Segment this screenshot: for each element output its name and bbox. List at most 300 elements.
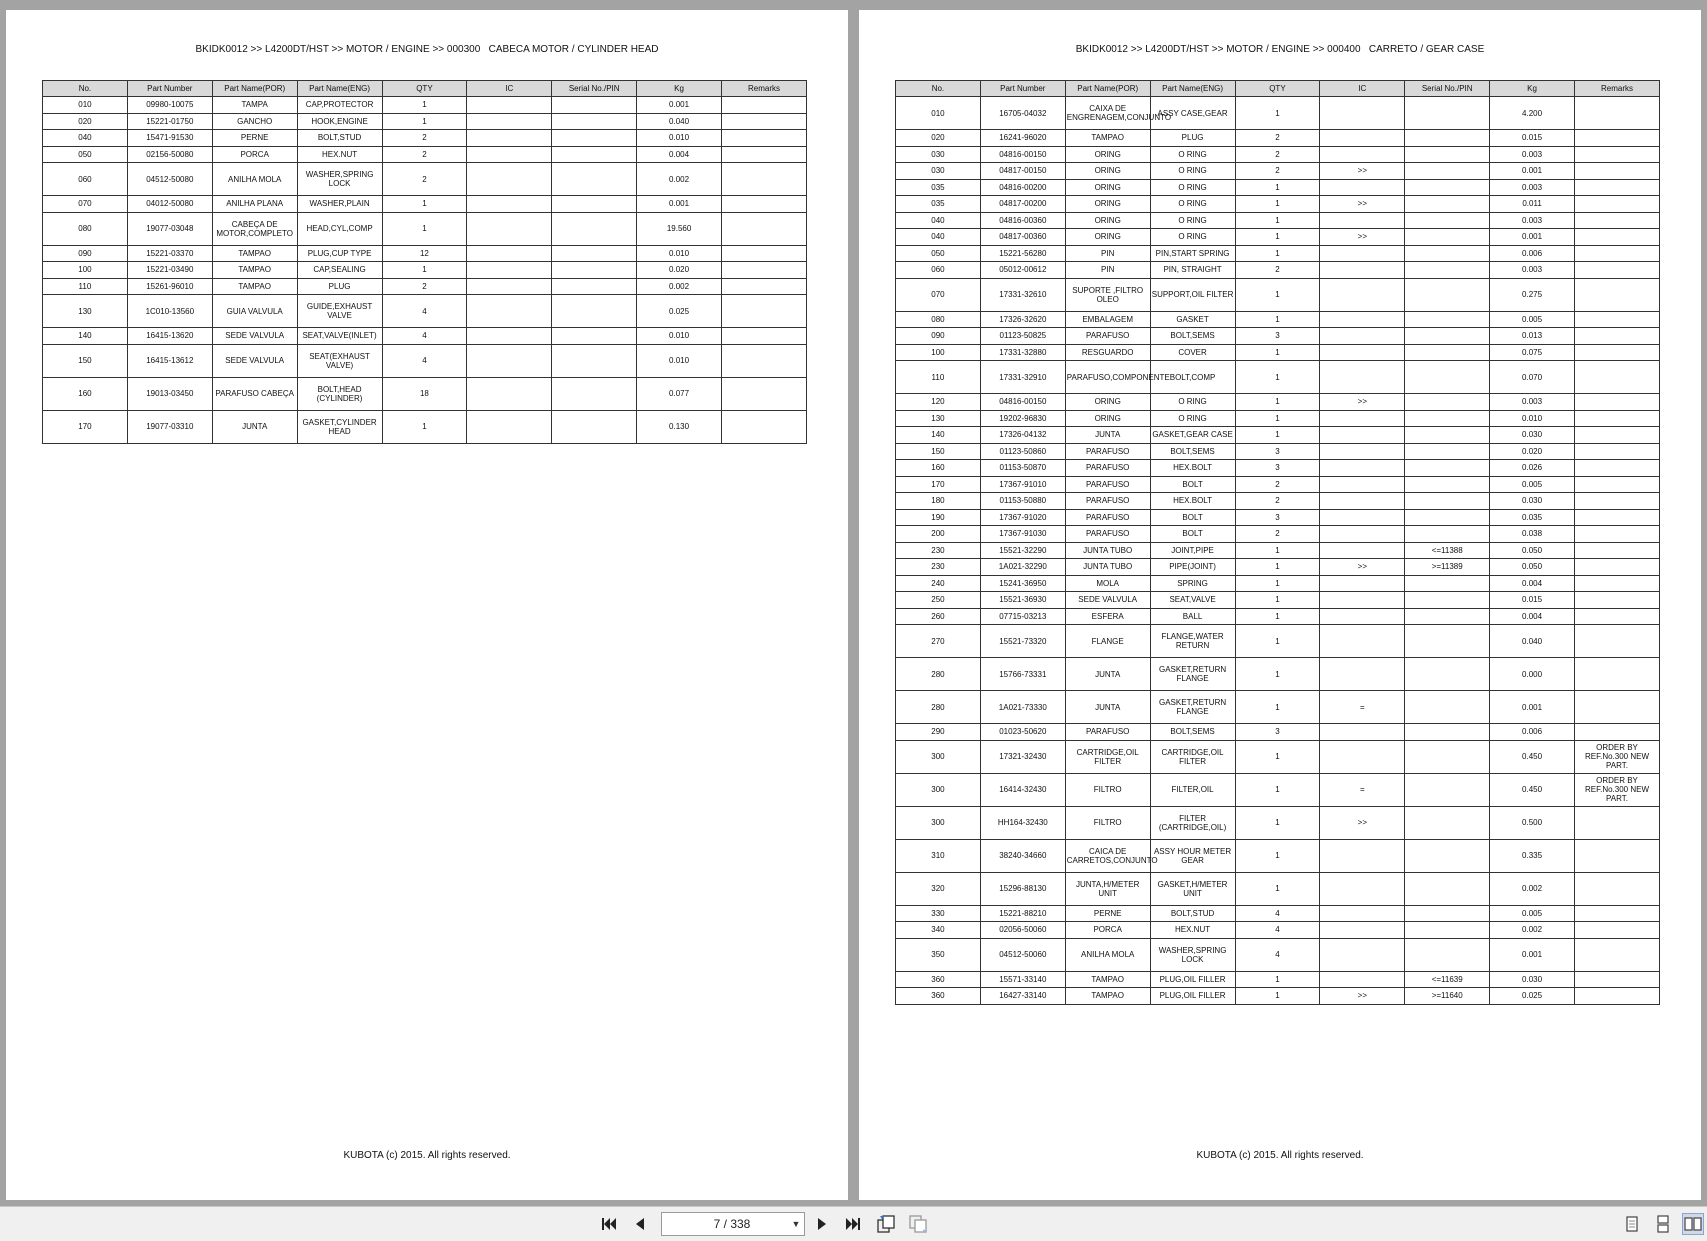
row-part-name-por: ORING — [1065, 196, 1150, 213]
row-qty: 1 — [1235, 608, 1320, 625]
row-part-name-eng: GASKET,RETURN FLANGE — [1150, 658, 1235, 691]
table-row — [896, 905, 1660, 922]
row-remarks — [1575, 130, 1660, 147]
row-part-number: 17367-91020 — [980, 509, 1065, 526]
row-no: 190 — [896, 509, 981, 526]
row-part-name-eng: BOLT,STUD — [1150, 905, 1235, 922]
table-row — [896, 146, 1660, 163]
row-qty: 1 — [1235, 212, 1320, 229]
row-remarks — [722, 245, 807, 262]
row-part-number: 16414-32430 — [980, 773, 1065, 806]
row-remarks — [1575, 427, 1660, 444]
row-kg: 0.020 — [637, 262, 722, 279]
col-kg: Kg — [637, 81, 722, 97]
row-part-name-eng: WASHER,SPRING LOCK — [297, 163, 382, 196]
row-remarks — [1575, 559, 1660, 576]
row-qty: 2 — [1235, 262, 1320, 279]
row-part-name-eng: PIN,START SPRING — [1150, 245, 1235, 262]
two-page-view-icon[interactable] — [1682, 1213, 1704, 1235]
row-qty: 2 — [382, 278, 467, 295]
row-ic — [1320, 592, 1405, 609]
row-serial — [1405, 691, 1490, 724]
row-qty: 1 — [1235, 971, 1320, 988]
row-part-name-por: ORING — [1065, 410, 1150, 427]
row-ic: >> — [1320, 988, 1405, 1005]
row-part-name-eng: GASKET,RETURN FLANGE — [1150, 691, 1235, 724]
row-no: 240 — [896, 575, 981, 592]
pdf-page-right — [859, 10, 1701, 1200]
row-qty: 3 — [1235, 509, 1320, 526]
row-part-name-eng: HEX.NUT — [1150, 922, 1235, 939]
row-serial — [552, 245, 637, 262]
row-no: 100 — [896, 344, 981, 361]
row-qty: 1 — [1235, 806, 1320, 839]
row-ic — [1320, 410, 1405, 427]
row-part-name-por: FILTRO — [1065, 806, 1150, 839]
table-row — [896, 427, 1660, 444]
row-part-name-por: PARAFUSO — [1065, 509, 1150, 526]
row-ic — [467, 245, 552, 262]
row-remarks — [1575, 443, 1660, 460]
prev-page-icon[interactable] — [629, 1213, 651, 1235]
page-number-input[interactable] — [661, 1212, 805, 1236]
row-part-name-por: ORING — [1065, 394, 1150, 411]
row-part-number: 04512-50080 — [127, 163, 212, 196]
table-row — [896, 559, 1660, 576]
row-qty: 1 — [1235, 427, 1320, 444]
row-ic — [1320, 625, 1405, 658]
row-no: 010 — [896, 97, 981, 130]
row-serial — [1405, 212, 1490, 229]
row-kg: 0.450 — [1490, 740, 1575, 773]
row-kg: 0.030 — [1490, 493, 1575, 510]
row-qty: 1 — [382, 262, 467, 279]
row-serial — [552, 278, 637, 295]
row-ic — [1320, 328, 1405, 345]
row-part-name-por: JUNTA — [212, 410, 297, 443]
row-serial — [1405, 773, 1490, 806]
row-serial — [1405, 592, 1490, 609]
row-remarks — [1575, 575, 1660, 592]
row-remarks — [722, 295, 807, 328]
row-kg: 0.002 — [1490, 872, 1575, 905]
row-part-number: 15261-96010 — [127, 278, 212, 295]
row-ic — [1320, 179, 1405, 196]
row-kg: 0.003 — [1490, 146, 1575, 163]
row-ic — [1320, 344, 1405, 361]
row-serial — [1405, 575, 1490, 592]
row-part-name-por: PIN — [1065, 262, 1150, 279]
row-kg: 0.040 — [1490, 625, 1575, 658]
row-part-name-por: EMBALAGEM — [1065, 311, 1150, 328]
row-ic — [1320, 971, 1405, 988]
row-part-number: 01023-50620 — [980, 724, 1065, 741]
table-row — [896, 443, 1660, 460]
row-no: 035 — [896, 196, 981, 213]
row-part-name-por: FILTRO — [1065, 773, 1150, 806]
row-part-name-eng: O RING — [1150, 229, 1235, 246]
row-qty: 2 — [382, 146, 467, 163]
row-no: 300 — [896, 773, 981, 806]
row-remarks — [1575, 245, 1660, 262]
row-part-name-por: CAICA DE CARRETOS,CONJUNTO — [1065, 839, 1150, 872]
table-row — [43, 212, 807, 245]
row-no: 090 — [896, 328, 981, 345]
table-row — [896, 658, 1660, 691]
table-row — [896, 229, 1660, 246]
row-part-name-eng: O RING — [1150, 394, 1235, 411]
row-part-name-por: PARAFUSO — [1065, 526, 1150, 543]
row-kg: 0.013 — [1490, 328, 1575, 345]
row-part-name-por: PARAFUSO — [1065, 328, 1150, 345]
row-serial: <=11388 — [1405, 542, 1490, 559]
row-part-number: 17326-04132 — [980, 427, 1065, 444]
row-remarks — [722, 377, 807, 410]
row-ic — [1320, 262, 1405, 279]
row-part-name-por: ORING — [1065, 229, 1150, 246]
table-row — [43, 163, 807, 196]
row-remarks — [1575, 971, 1660, 988]
row-remarks: ORDER BY REF.No.300 NEW PART. — [1575, 773, 1660, 806]
col-kg: Kg — [1490, 81, 1575, 97]
row-part-name-eng: PLUG,OIL FILLER — [1150, 988, 1235, 1005]
table-row — [896, 806, 1660, 839]
table-row — [896, 493, 1660, 510]
row-remarks — [1575, 361, 1660, 394]
row-kg: 19.560 — [637, 212, 722, 245]
row-part-number: 15521-36930 — [980, 592, 1065, 609]
row-remarks — [1575, 608, 1660, 625]
row-part-number: 04816-00360 — [980, 212, 1065, 229]
table-row — [43, 377, 807, 410]
row-qty: 2 — [1235, 476, 1320, 493]
row-part-name-por: PARAFUSO CABEÇA — [212, 377, 297, 410]
row-serial — [1405, 905, 1490, 922]
row-qty: 1 — [1235, 872, 1320, 905]
row-part-name-eng: GASKET,GEAR CASE — [1150, 427, 1235, 444]
row-remarks — [722, 113, 807, 130]
row-part-name-por: ANILHA MOLA — [1065, 938, 1150, 971]
table-row — [896, 245, 1660, 262]
row-ic — [1320, 526, 1405, 543]
row-ic: >> — [1320, 806, 1405, 839]
first-page-icon[interactable] — [598, 1213, 620, 1235]
row-ic — [1320, 509, 1405, 526]
row-qty: 2 — [1235, 130, 1320, 147]
row-part-number: 04817-00360 — [980, 229, 1065, 246]
row-part-name-eng: HEX.BOLT — [1150, 493, 1235, 510]
row-part-number: 1C010-13560 — [127, 295, 212, 328]
row-serial — [1405, 443, 1490, 460]
table-row — [43, 97, 807, 114]
row-kg: 0.035 — [1490, 509, 1575, 526]
row-kg: 0.500 — [1490, 806, 1575, 839]
row-part-number: 17326-32620 — [980, 311, 1065, 328]
row-kg: 0.001 — [1490, 163, 1575, 180]
row-part-name-por: PERNE — [212, 130, 297, 147]
row-no: 340 — [896, 922, 981, 939]
row-ic — [1320, 938, 1405, 971]
row-part-name-eng: O RING — [1150, 410, 1235, 427]
row-part-number: 15571-33140 — [980, 971, 1065, 988]
rotate-alt-icon[interactable] — [907, 1213, 929, 1235]
row-ic — [1320, 443, 1405, 460]
row-part-name-por: PARAFUSO — [1065, 724, 1150, 741]
row-serial — [1405, 245, 1490, 262]
row-part-name-por: TAMPAO — [1065, 988, 1150, 1005]
row-remarks — [722, 130, 807, 147]
row-part-number: 15521-73320 — [980, 625, 1065, 658]
row-kg: 0.004 — [1490, 575, 1575, 592]
row-ic: >> — [1320, 394, 1405, 411]
row-serial — [1405, 410, 1490, 427]
row-ic — [1320, 311, 1405, 328]
row-part-name-eng: HEAD,CYL,COMP — [297, 212, 382, 245]
table-row — [896, 361, 1660, 394]
table-row — [896, 724, 1660, 741]
chevron-down-icon[interactable]: ▼ — [791, 1219, 801, 1229]
row-part-number: 01153-50870 — [980, 460, 1065, 477]
row-ic — [467, 344, 552, 377]
row-part-name-por: CARTRIDGE,OIL FILTER — [1065, 740, 1150, 773]
row-qty: 1 — [1235, 278, 1320, 311]
row-part-name-por: SEDE VALVULA — [212, 344, 297, 377]
row-kg: 0.025 — [1490, 988, 1575, 1005]
row-qty: 1 — [1235, 625, 1320, 658]
row-part-number: 19077-03310 — [127, 410, 212, 443]
row-serial — [1405, 394, 1490, 411]
col-part-number: Part Number — [127, 81, 212, 97]
row-part-name-eng: BOLT,STUD — [297, 130, 382, 147]
row-no: 150 — [43, 344, 128, 377]
row-part-number: 17367-91010 — [980, 476, 1065, 493]
row-part-name-eng: SEAT,VALVE(INLET) — [297, 328, 382, 345]
row-serial — [1405, 839, 1490, 872]
table-row — [896, 625, 1660, 658]
row-no: 310 — [896, 839, 981, 872]
row-qty: 1 — [382, 97, 467, 114]
row-part-name-por: FLANGE — [1065, 625, 1150, 658]
row-qty: 1 — [1235, 559, 1320, 576]
row-part-number: 17331-32910 — [980, 361, 1065, 394]
row-no: 330 — [896, 905, 981, 922]
page-indicator: 7 / 338 — [713, 1217, 751, 1231]
row-kg: 0.005 — [1490, 311, 1575, 328]
row-kg: 0.020 — [1490, 443, 1575, 460]
row-qty: 4 — [382, 295, 467, 328]
row-ic: = — [1320, 773, 1405, 806]
row-ic — [467, 410, 552, 443]
row-qty: 1 — [382, 410, 467, 443]
row-ic — [467, 377, 552, 410]
row-part-name-por: ORING — [1065, 146, 1150, 163]
row-ic — [467, 97, 552, 114]
table-row — [43, 245, 807, 262]
row-serial — [1405, 872, 1490, 905]
row-part-number: 09980-10075 — [127, 97, 212, 114]
row-part-number: 15221-03490 — [127, 262, 212, 279]
row-ic — [1320, 361, 1405, 394]
row-kg: 0.040 — [637, 113, 722, 130]
single-page-view-icon[interactable] — [1621, 1213, 1643, 1235]
row-part-name-por: ORING — [1065, 212, 1150, 229]
row-part-number: 38240-34660 — [980, 839, 1065, 872]
table-row — [896, 328, 1660, 345]
table-row — [43, 262, 807, 279]
table-row — [896, 196, 1660, 213]
table-row — [43, 278, 807, 295]
col-serial: Serial No./PIN — [552, 81, 637, 97]
row-part-number: 17321-32430 — [980, 740, 1065, 773]
row-serial — [1405, 476, 1490, 493]
row-part-number: 04012-50080 — [127, 196, 212, 213]
continuous-view-icon[interactable] — [1652, 1213, 1674, 1235]
row-remarks — [1575, 542, 1660, 559]
table-row — [896, 179, 1660, 196]
page-title: BKIDK0012 >> L4200DT/HST >> MOTOR / ENGINE >> 000400 CARRETO / GEAR CASE — [1075, 44, 1485, 55]
table-row — [896, 344, 1660, 361]
row-part-name-por: ESFERA — [1065, 608, 1150, 625]
table-row — [43, 196, 807, 213]
row-part-number: 04816-00150 — [980, 394, 1065, 411]
row-ic — [1320, 97, 1405, 130]
row-ic — [467, 130, 552, 147]
col-part-name-por: Part Name(POR) — [212, 81, 297, 97]
row-serial — [1405, 625, 1490, 658]
row-qty: 2 — [1235, 526, 1320, 543]
row-serial — [1405, 229, 1490, 246]
row-kg: 0.050 — [1490, 559, 1575, 576]
row-qty: 1 — [1235, 361, 1320, 394]
row-part-name-por: PARAFUSO — [1065, 476, 1150, 493]
row-ic — [467, 212, 552, 245]
table-row — [896, 130, 1660, 147]
pdf-toolbar — [0, 1206, 1707, 1241]
row-part-name-eng: FLANGE,WATER RETURN — [1150, 625, 1235, 658]
row-kg: 4.200 — [1490, 97, 1575, 130]
row-serial: >=11640 — [1405, 988, 1490, 1005]
row-no: 130 — [896, 410, 981, 427]
row-ic — [1320, 905, 1405, 922]
row-part-name-eng: CAP,SEALING — [297, 262, 382, 279]
next-page-icon[interactable] — [811, 1213, 833, 1235]
row-serial — [1405, 130, 1490, 147]
row-part-name-por: ORING — [1065, 163, 1150, 180]
row-part-name-por: JUNTA — [1065, 427, 1150, 444]
row-qty: 1 — [1235, 988, 1320, 1005]
row-no: 270 — [896, 625, 981, 658]
row-serial — [552, 344, 637, 377]
row-no: 250 — [896, 592, 981, 609]
row-no: 160 — [43, 377, 128, 410]
row-no: 360 — [896, 988, 981, 1005]
row-qty: 1 — [382, 113, 467, 130]
row-part-number: 02156-50080 — [127, 146, 212, 163]
row-part-name-por: PARAFUSO — [1065, 443, 1150, 460]
row-qty: 1 — [1235, 410, 1320, 427]
row-part-name-eng: WASHER,SPRING LOCK — [1150, 938, 1235, 971]
row-qty: 1 — [1235, 179, 1320, 196]
row-no: 080 — [43, 212, 128, 245]
row-part-number: 04816-00200 — [980, 179, 1065, 196]
row-kg: 0.077 — [637, 377, 722, 410]
row-part-number: 01123-50860 — [980, 443, 1065, 460]
table-row — [896, 988, 1660, 1005]
row-serial — [1405, 344, 1490, 361]
row-serial — [1405, 938, 1490, 971]
col-ic: IC — [467, 81, 552, 97]
row-qty: 1 — [1235, 773, 1320, 806]
row-qty: 1 — [1235, 311, 1320, 328]
row-part-name-eng: PLUG,CUP TYPE — [297, 245, 382, 262]
row-part-name-eng: SUPPORT,OIL FILTER — [1150, 278, 1235, 311]
table-row — [43, 295, 807, 328]
row-remarks — [1575, 658, 1660, 691]
row-part-name-por: JUNTA,H/METER UNIT — [1065, 872, 1150, 905]
row-kg: 0.010 — [1490, 410, 1575, 427]
row-remarks — [1575, 625, 1660, 658]
row-serial — [1405, 179, 1490, 196]
row-qty: 1 — [1235, 97, 1320, 130]
row-serial — [552, 97, 637, 114]
row-ic: >> — [1320, 559, 1405, 576]
row-remarks — [1575, 328, 1660, 345]
table-row — [896, 971, 1660, 988]
row-no: 180 — [896, 493, 981, 510]
table-row — [43, 344, 807, 377]
row-serial — [1405, 526, 1490, 543]
row-remarks — [1575, 476, 1660, 493]
row-part-name-eng: ASSY CASE,GEAR — [1150, 97, 1235, 130]
row-no: 060 — [43, 163, 128, 196]
row-ic — [1320, 476, 1405, 493]
row-serial — [1405, 509, 1490, 526]
row-no: 030 — [896, 163, 981, 180]
row-remarks — [1575, 394, 1660, 411]
table-row — [896, 773, 1660, 806]
rotate-icon[interactable] — [875, 1213, 897, 1235]
row-ic — [1320, 922, 1405, 939]
row-part-number: 04512-50060 — [980, 938, 1065, 971]
row-ic — [1320, 608, 1405, 625]
row-kg: 0.002 — [1490, 922, 1575, 939]
row-no: 100 — [43, 262, 128, 279]
row-kg: 0.038 — [1490, 526, 1575, 543]
row-remarks — [722, 328, 807, 345]
row-no: 090 — [43, 245, 128, 262]
row-no: 035 — [896, 179, 981, 196]
last-page-icon[interactable] — [842, 1213, 864, 1235]
row-no: 300 — [896, 740, 981, 773]
row-kg: 0.000 — [1490, 658, 1575, 691]
row-serial — [552, 295, 637, 328]
row-qty: 1 — [1235, 245, 1320, 262]
row-ic — [467, 328, 552, 345]
row-kg: 0.005 — [1490, 905, 1575, 922]
row-ic — [1320, 278, 1405, 311]
table-row — [896, 575, 1660, 592]
row-no: 150 — [896, 443, 981, 460]
row-part-name-eng: JOINT,PIPE — [1150, 542, 1235, 559]
row-part-number: 01123-50825 — [980, 328, 1065, 345]
row-remarks — [1575, 97, 1660, 130]
table-row — [896, 460, 1660, 477]
row-part-number: 15241-36950 — [980, 575, 1065, 592]
row-kg: 0.025 — [637, 295, 722, 328]
row-remarks — [1575, 196, 1660, 213]
row-part-name-eng: ASSY HOUR METER GEAR — [1150, 839, 1235, 872]
row-part-name-eng: WASHER,PLAIN — [297, 196, 382, 213]
